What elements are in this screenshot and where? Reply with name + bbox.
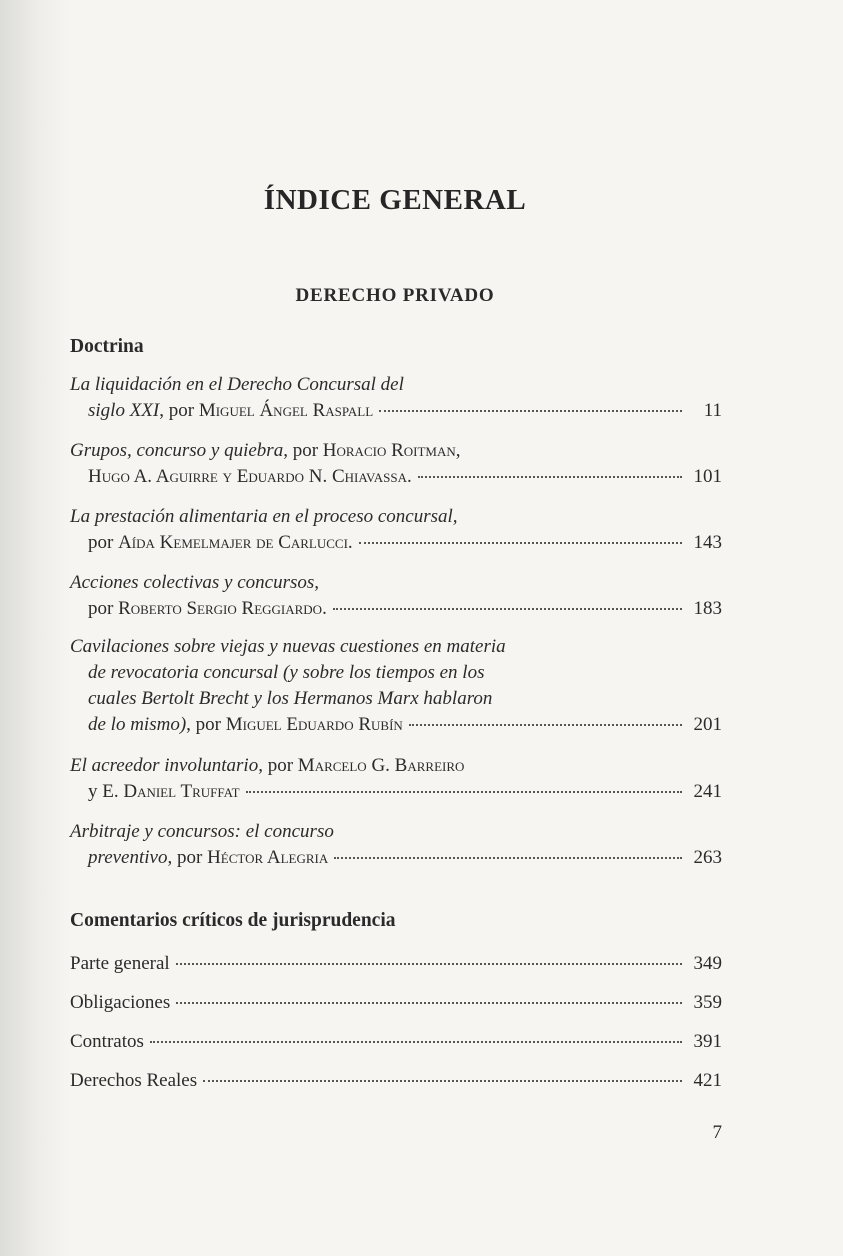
page-number: 263: [693, 847, 722, 868]
toc-entry: [70, 951, 722, 977]
entry-author: E. Daniel Truffat: [102, 781, 240, 802]
page-number: 359: [693, 992, 722, 1013]
page-number: 101: [693, 466, 722, 487]
page-number: 201: [693, 714, 722, 735]
dot-leader: [379, 410, 682, 412]
toc-entry: Acciones colectivas y concursos, por Roberto Sergio Reggiardo. 183: [70, 570, 722, 622]
entry-title: Arbitraje y concursos: el concurso: [70, 821, 334, 842]
entry-title: Cavilaciones sobre viejas y nuevas cuestiones en materia: [70, 636, 506, 657]
toc-entry: [70, 990, 722, 1016]
dot-leader: [246, 791, 682, 793]
folio-page-number: 7: [712, 1122, 722, 1143]
toc-entry: [70, 1029, 722, 1055]
toc-entry: Arbitraje y concursos: el concurso preventivo, por Héctor Alegria 263: [70, 819, 722, 871]
entry-title: Grupos, concurso y quiebra: [70, 440, 284, 461]
toc-entry: Grupos, concurso y quiebra, por Horacio Roitman, Hugo A. Aguirre y Eduardo N. Chiavassa. 101: [70, 438, 722, 490]
entry-title: La prestación alimentaria en el proceso concursal,: [70, 506, 458, 527]
entry-author: Horacio Roitman,: [322, 440, 461, 461]
page-number: 391: [693, 1031, 722, 1052]
entry-author: Hugo A. Aguirre y Eduardo N. Chiavassa.: [88, 466, 412, 487]
entry-label: Parte general: [70, 953, 170, 974]
dot-leader: [176, 1002, 682, 1004]
section-title: DERECHO PRIVADO: [295, 285, 495, 306]
entry-title: cuales Bertolt Brecht y los Hermanos Marx hablaron: [88, 688, 493, 709]
toc-entry: [70, 1068, 722, 1094]
toc-entry: Cavilaciones sobre viejas y nuevas cuestiones en materia de revocatoria concursal (y sobre los tiempos en los cuales Bertolt Brecht y los Hermanos Marx hablaron de lo mismo), por Miguel Eduardo Rubín 201: [70, 634, 722, 738]
page-number: 241: [693, 781, 722, 802]
page-number: 349: [693, 953, 722, 974]
entry-title: de lo mismo): [88, 714, 187, 735]
dot-leader: [409, 724, 682, 726]
entry-title: preventivo: [88, 847, 168, 868]
entry-title: La liquidación en el Derecho Concursal del: [70, 374, 404, 395]
page-number: 421: [693, 1070, 722, 1091]
entry-title: siglo XXI: [88, 400, 160, 421]
subhead-comentarios: Comentarios críticos de jurisprudencia: [70, 910, 396, 931]
page-title: ÍNDICE GENERAL: [263, 184, 527, 216]
dot-leader: [176, 963, 682, 965]
entry-author: Héctor Alegria: [207, 847, 329, 868]
entry-title: de revocatoria concursal (y sobre los tiempos en los: [88, 662, 485, 683]
entry-author: Marcelo G. Barreiro: [297, 755, 465, 776]
dot-leader: [333, 608, 682, 610]
entry-label: Derechos Reales: [70, 1070, 198, 1091]
dot-leader: [203, 1080, 682, 1082]
page-number: 11: [703, 400, 722, 421]
entry-author: Miguel Eduardo Rubín: [225, 714, 403, 735]
entry-title: El acreedor involuntario: [70, 755, 259, 776]
entry-label: Contratos: [70, 1031, 144, 1052]
dot-leader: [150, 1041, 682, 1043]
entry-author: Aída Kemelmajer de Carlucci.: [118, 532, 353, 553]
toc-entry: El acreedor involuntario, por Marcelo G. Barreiro y E. Daniel Truffat 241: [70, 753, 722, 805]
toc-entry: La liquidación en el Derecho Concursal del siglo XXI, por Miguel Ángel Raspall 11: [70, 372, 722, 424]
entry-label: Obligaciones: [70, 992, 171, 1013]
entry-title: Acciones colectivas y concursos,: [70, 572, 320, 593]
page-number: 183: [693, 598, 722, 619]
entry-author: Miguel Ángel Raspall: [198, 400, 374, 421]
dot-leader: [418, 476, 682, 478]
toc-entry: La prestación alimentaria en el proceso concursal, por Aída Kemelmajer de Carlucci. 143: [70, 504, 722, 556]
dot-leader: [359, 542, 682, 544]
page-number: 143: [693, 532, 722, 553]
dot-leader: [334, 857, 682, 859]
subhead-doctrina: Doctrina: [70, 336, 144, 357]
entry-author: Roberto Sergio Reggiardo.: [118, 598, 327, 619]
